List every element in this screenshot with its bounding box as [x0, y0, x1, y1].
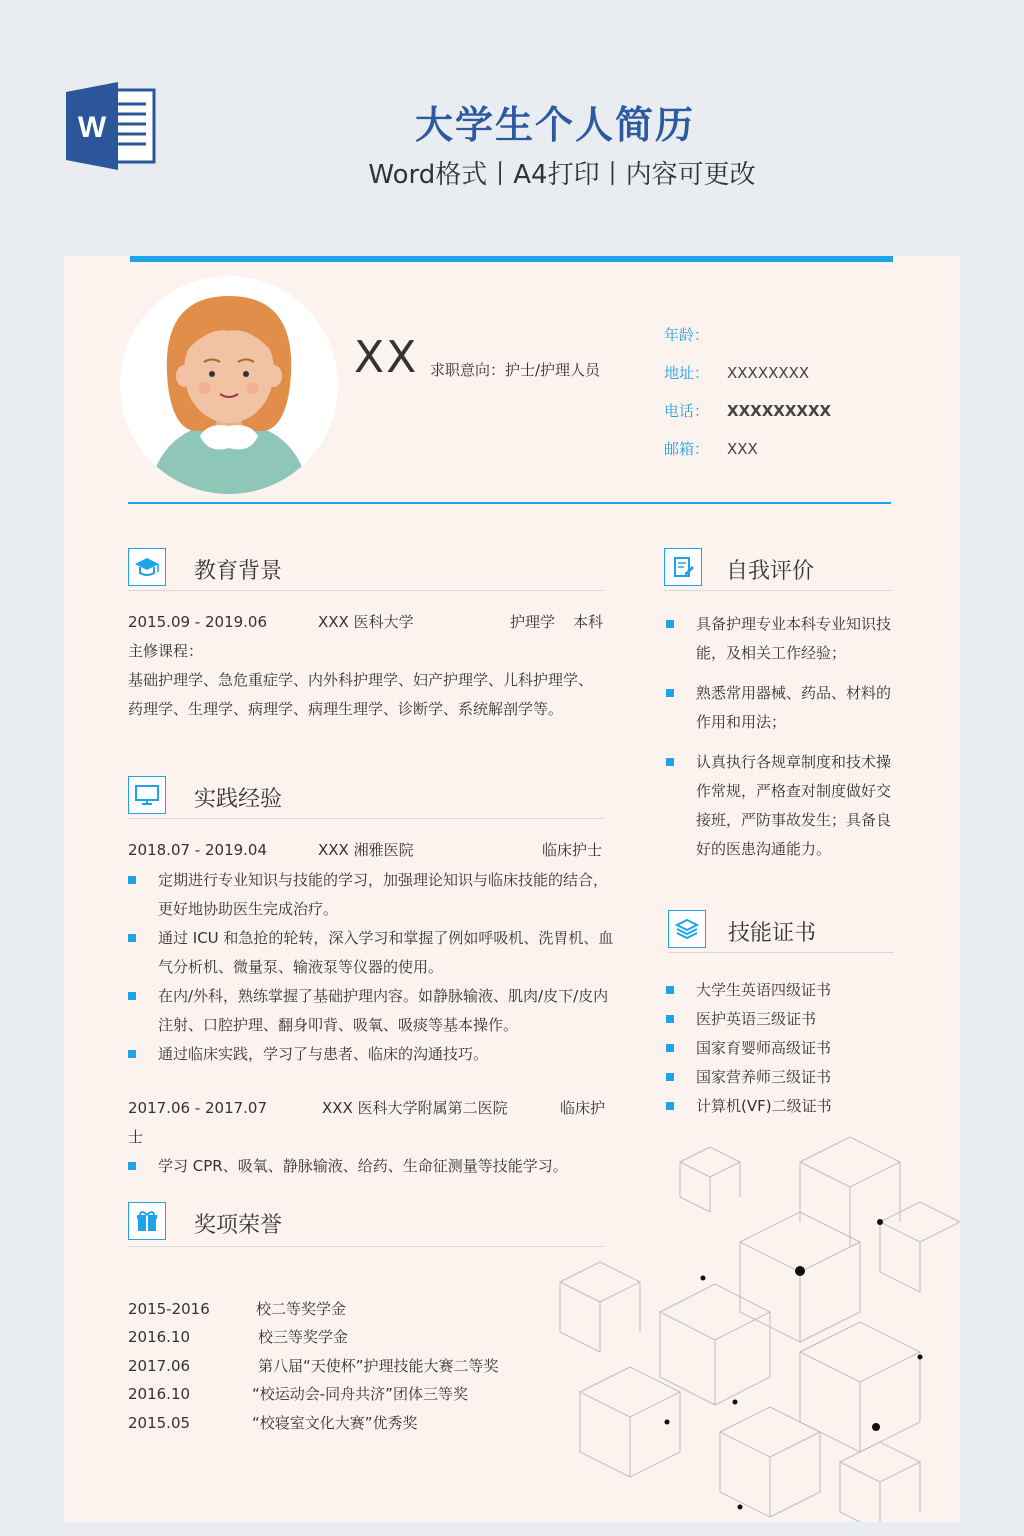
edu-major: 护理学: [510, 613, 556, 631]
list-item: 大学生英语四级证书: [666, 976, 894, 1005]
job-duties: [128, 866, 614, 1069]
award-name: “校运动会-同舟共济”团体三等奖: [252, 1385, 468, 1403]
edu-courses-label: 主修课程：: [128, 642, 204, 660]
job-duties: [128, 1152, 614, 1181]
edu-courses-line: 基础护理学、急危重症学、内外科护理学、妇产护理学、儿科护理学、: [128, 671, 594, 689]
info-email: [664, 438, 758, 459]
avatar: [120, 276, 338, 494]
section-divider: [128, 818, 604, 819]
resume-sheet: [64, 256, 960, 1522]
candidate-name: XX: [354, 332, 419, 383]
info-label: 地址：: [664, 364, 710, 382]
list-item: 学习 CPR、吸氧、静脉输液、给药、生命征测量等技能学习。: [128, 1152, 614, 1181]
info-label: 年龄：: [664, 326, 710, 344]
section-title-self-eval: 自我评价: [726, 559, 815, 584]
document-edit-icon: [664, 548, 702, 586]
list-item: 认真执行各规章制度和技术操作常规，严格查对制度做好交接班，严防事故发生；具备良好的医患沟通能力。: [666, 748, 894, 864]
section-divider: [128, 1246, 604, 1247]
page-subtitle: Word格式丨A4打印丨内容可更改: [368, 160, 756, 190]
monitor-icon: [128, 776, 166, 814]
job-role: 临床护士: [542, 841, 603, 859]
section-title-skills: 技能证书: [728, 921, 817, 946]
job-intent: 求职意向：护士/护理人员: [430, 361, 601, 379]
section-title-awards: 奖项荣誉: [194, 1213, 283, 1238]
section-divider: [668, 952, 894, 953]
edu-courses-line: 药理学、生理学、病理学、病理生理学、诊断学、系统解剖学等。: [128, 700, 564, 718]
award-name: 校二等奖学金: [256, 1300, 347, 1318]
edu-school: XXX 医科大学: [318, 613, 414, 631]
list-item: 熟悉常用器械、药品、材料的作用和用法；: [666, 679, 894, 737]
edu-degree: 本科: [573, 613, 604, 631]
list-item: 医护英语三级证书: [666, 1005, 894, 1034]
skills-list: [666, 976, 894, 1121]
job-date: 2017.06 - 2017.07: [128, 1099, 268, 1117]
page-title: 大学生个人简历: [414, 103, 695, 147]
gift-icon: [128, 1202, 166, 1240]
list-item: 国家营养师三级证书: [666, 1063, 894, 1092]
self-eval-list: [666, 610, 894, 864]
list-item: 定期进行专业知识与技能的学习，加强理论知识与临床技能的结合，更好地协助医生完成治疗。: [128, 866, 614, 924]
list-item: 国家育婴师高级证书: [666, 1034, 894, 1063]
top-accent-bar: [130, 256, 893, 262]
award-date: 2016.10: [128, 1328, 191, 1346]
job-role-cont: 士: [128, 1128, 144, 1146]
edu-date: 2015.09 - 2019.06: [128, 613, 268, 631]
info-label: 电话：: [664, 402, 710, 420]
award-date: 2015-2016: [128, 1300, 210, 1318]
graduation-cap-icon: [128, 548, 166, 586]
info-address: [664, 362, 809, 383]
award-name: 第八届“天使杯”护理技能大赛二等奖: [258, 1357, 499, 1375]
job-place: XXX 医科大学附属第二医院: [322, 1099, 508, 1117]
info-label: 邮箱：: [664, 440, 710, 458]
section-title-practice: 实践经验: [194, 787, 283, 812]
award-name: “校寝室文化大赛”优秀奖: [252, 1414, 418, 1432]
list-item: 通过 ICU 和急抢的轮转，深入学习和掌握了例如呼吸机、洗胃机、血气分析机、微量泵、输液泵等仪器的使用。: [128, 924, 614, 982]
award-name: 校三等奖学金: [258, 1328, 349, 1346]
info-age: [664, 324, 727, 345]
job-role: 临床护: [560, 1099, 606, 1117]
info-value: XXXXXXXXX: [727, 402, 832, 420]
list-item: 在内/外科，熟练掌握了基础护理内容。如静脉输液、肌肉/皮下/皮内注射、口腔护理、翻身叩背、吸氧、吸痰等基本操作。: [128, 982, 614, 1040]
info-value: XXX: [727, 440, 758, 458]
list-item: 通过临床实践，学习了与患者、临床的沟通技巧。: [128, 1040, 614, 1069]
job-place: XXX 湘雅医院: [318, 841, 414, 859]
list-item: 具备护理专业本科专业知识技能，及相关工作经验；: [666, 610, 894, 668]
job-date: 2018.07 - 2019.04: [128, 841, 268, 859]
section-divider: [128, 590, 604, 591]
section-title-education: 教育背景: [194, 559, 283, 584]
list-item: 计算机(VF)二级证书: [666, 1092, 894, 1121]
award-date: 2016.10: [128, 1385, 191, 1403]
layers-icon: [668, 910, 706, 948]
award-date: 2017.06: [128, 1357, 191, 1375]
info-value: XXXXXXXX: [727, 364, 810, 382]
award-date: 2015.05: [128, 1414, 191, 1432]
section-divider: [664, 590, 892, 591]
svg-text:W: W: [77, 111, 107, 144]
header-divider: [128, 502, 891, 504]
info-phone: [664, 400, 831, 421]
